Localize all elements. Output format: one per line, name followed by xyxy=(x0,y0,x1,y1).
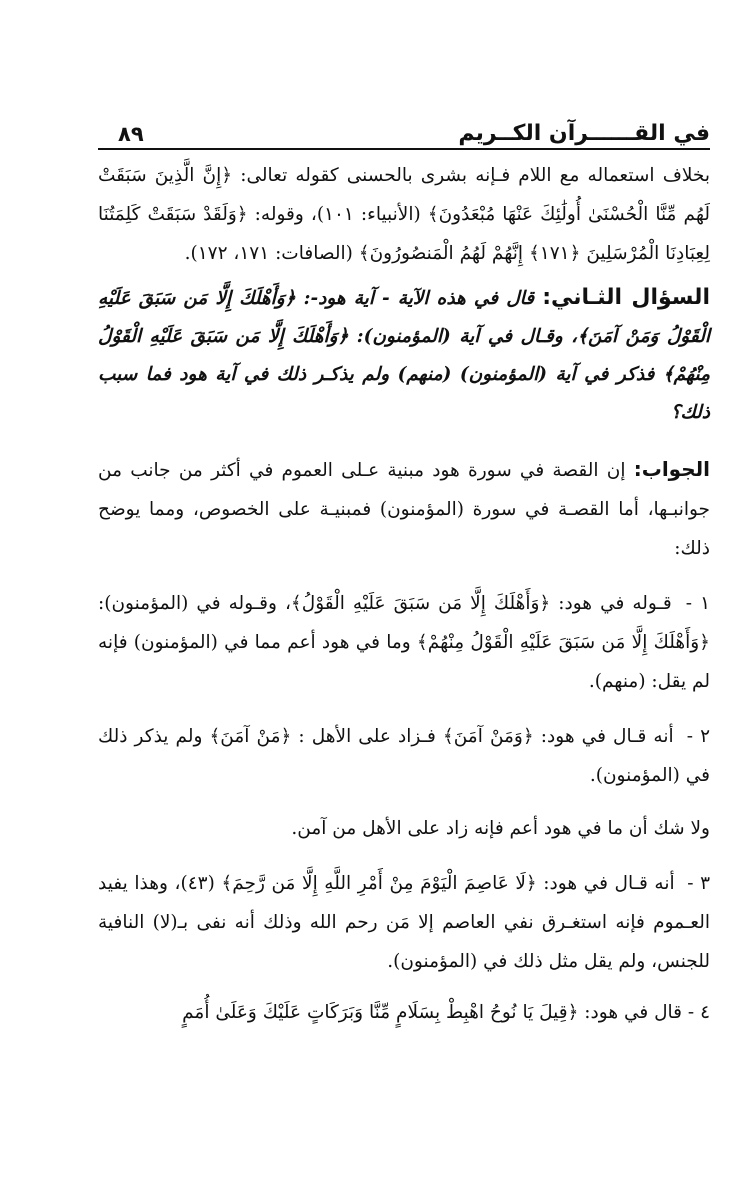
answer xyxy=(98,450,710,568)
answer-label: الجواب: xyxy=(633,457,710,481)
second-question xyxy=(98,279,710,432)
answer-paragraph xyxy=(98,450,710,568)
question-text: قال في هذه الآية - آية هود-: ﴿وَأَهْلَكَ إِلَّا مَن سَبَقَ عَلَيْهِ الْقَوْلُ وَمَنْ آمَنَ﴾، وقـال في آية (المؤمنون): ﴿وَأَهْلَكَ إِلَّا مَن سَبَقَ عَلَيْهِ الْقَوْلُ مِنْهُمْ﴾ فذكر في آية (المؤمنون) (منهم) ولم يذكـر ذلك في آية هود فما سبب ذلك؟ xyxy=(98,288,710,423)
list-item-number: ٤ - xyxy=(687,1002,710,1023)
list-item-number: ٣ - xyxy=(687,873,710,894)
intro-paragraph xyxy=(98,156,710,273)
list-item-text: قال في هود: ﴿قِيلَ يَا نُوحُ اهْبِطْ بِسَلَامٍ مِّنَّا وَبَرَكَاتٍ عَلَيْكَ وَعَلَىٰ أُمَمٍ xyxy=(182,1002,683,1023)
list-item-text: قـوله في هود: ﴿وَأَهْلَكَ إِلَّا مَن سَبَقَ عَلَيْهِ الْقَوْلُ﴾، وقـوله في (المؤمنون): ﴿وَأَهْلَكَ إِلَّا مَن سَبَقَ عَلَيْهِ الْقَوْلُ مِنْهُمْ﴾ وما في هود أعم مما في (المؤمنون) فإنه لم يقل: (منهم). xyxy=(98,593,710,692)
note-text: ولا شك أن ما في هود أعم فإنه زاد على الأهل من آمن. xyxy=(291,818,710,839)
page-number: ٨٩ xyxy=(118,122,144,146)
answer-text: إن القصة في سورة هود مبنية عـلى العموم في أكثر من جانب من جوانبـها، أما القصـة في سورة (المؤمنون) فمبنيـة على الخصوص، ومما يوضح ذلك: xyxy=(98,460,710,559)
list-item-text: أنه قـال في هود: ﴿وَمَنْ آمَنَ﴾ فـزاد على الأهل : ﴿مَنْ آمَنَ﴾ ولم يذكر ذلك في (المؤمنون). xyxy=(98,726,710,786)
intro-text: بخلاف استعماله مع اللام فـإنه بشرى بالحسنى كقوله تعالى: ﴿إِنَّ الَّذِينَ سَبَقَتْ لَهُم مِّنَّا الْحُسْنَىٰ أُولَٰئِكَ عَنْهَا مُبْعَدُونَ﴾ (الأنبياء: ١٠١)، وقوله: ﴿وَلَقَدْ سَبَقَتْ كَلِمَتُنَا لِعِبَادِنَا الْمُرْسَلِينَ ﴿١٧١﴾ إِنَّهُمْ لَهُمُ الْمَنصُورُونَ﴾ (الصافات: ١٧١، ١٧٢). xyxy=(98,165,710,264)
list-item xyxy=(98,584,710,701)
question-paragraph xyxy=(98,279,710,432)
note-paragraph xyxy=(98,809,710,848)
list-item xyxy=(98,993,710,1032)
list-item xyxy=(98,717,710,795)
list-item-number: ١ - xyxy=(685,593,710,614)
book-title: في القــــــرآن الكــريم xyxy=(458,121,710,146)
running-header xyxy=(98,112,710,150)
book-page xyxy=(98,112,710,1032)
list-item-number: ٢ - xyxy=(686,726,711,747)
list-item xyxy=(98,864,710,981)
list-item-text: أنه قـال في هود: ﴿لَا عَاصِمَ الْيَوْمَ مِنْ أَمْرِ اللَّهِ إِلَّا مَن رَّحِمَ﴾ (٤٣)، وهذا يفيد العـموم فإنه استغـرق نفي العاصم إلا مَن رحم الله وذلك أنه نفى بـ(لا) النافية للجنس، ولم يقل مثل ذلك في (المؤمنون). xyxy=(98,873,710,972)
question-label: السؤال الثـاني: xyxy=(542,285,710,310)
